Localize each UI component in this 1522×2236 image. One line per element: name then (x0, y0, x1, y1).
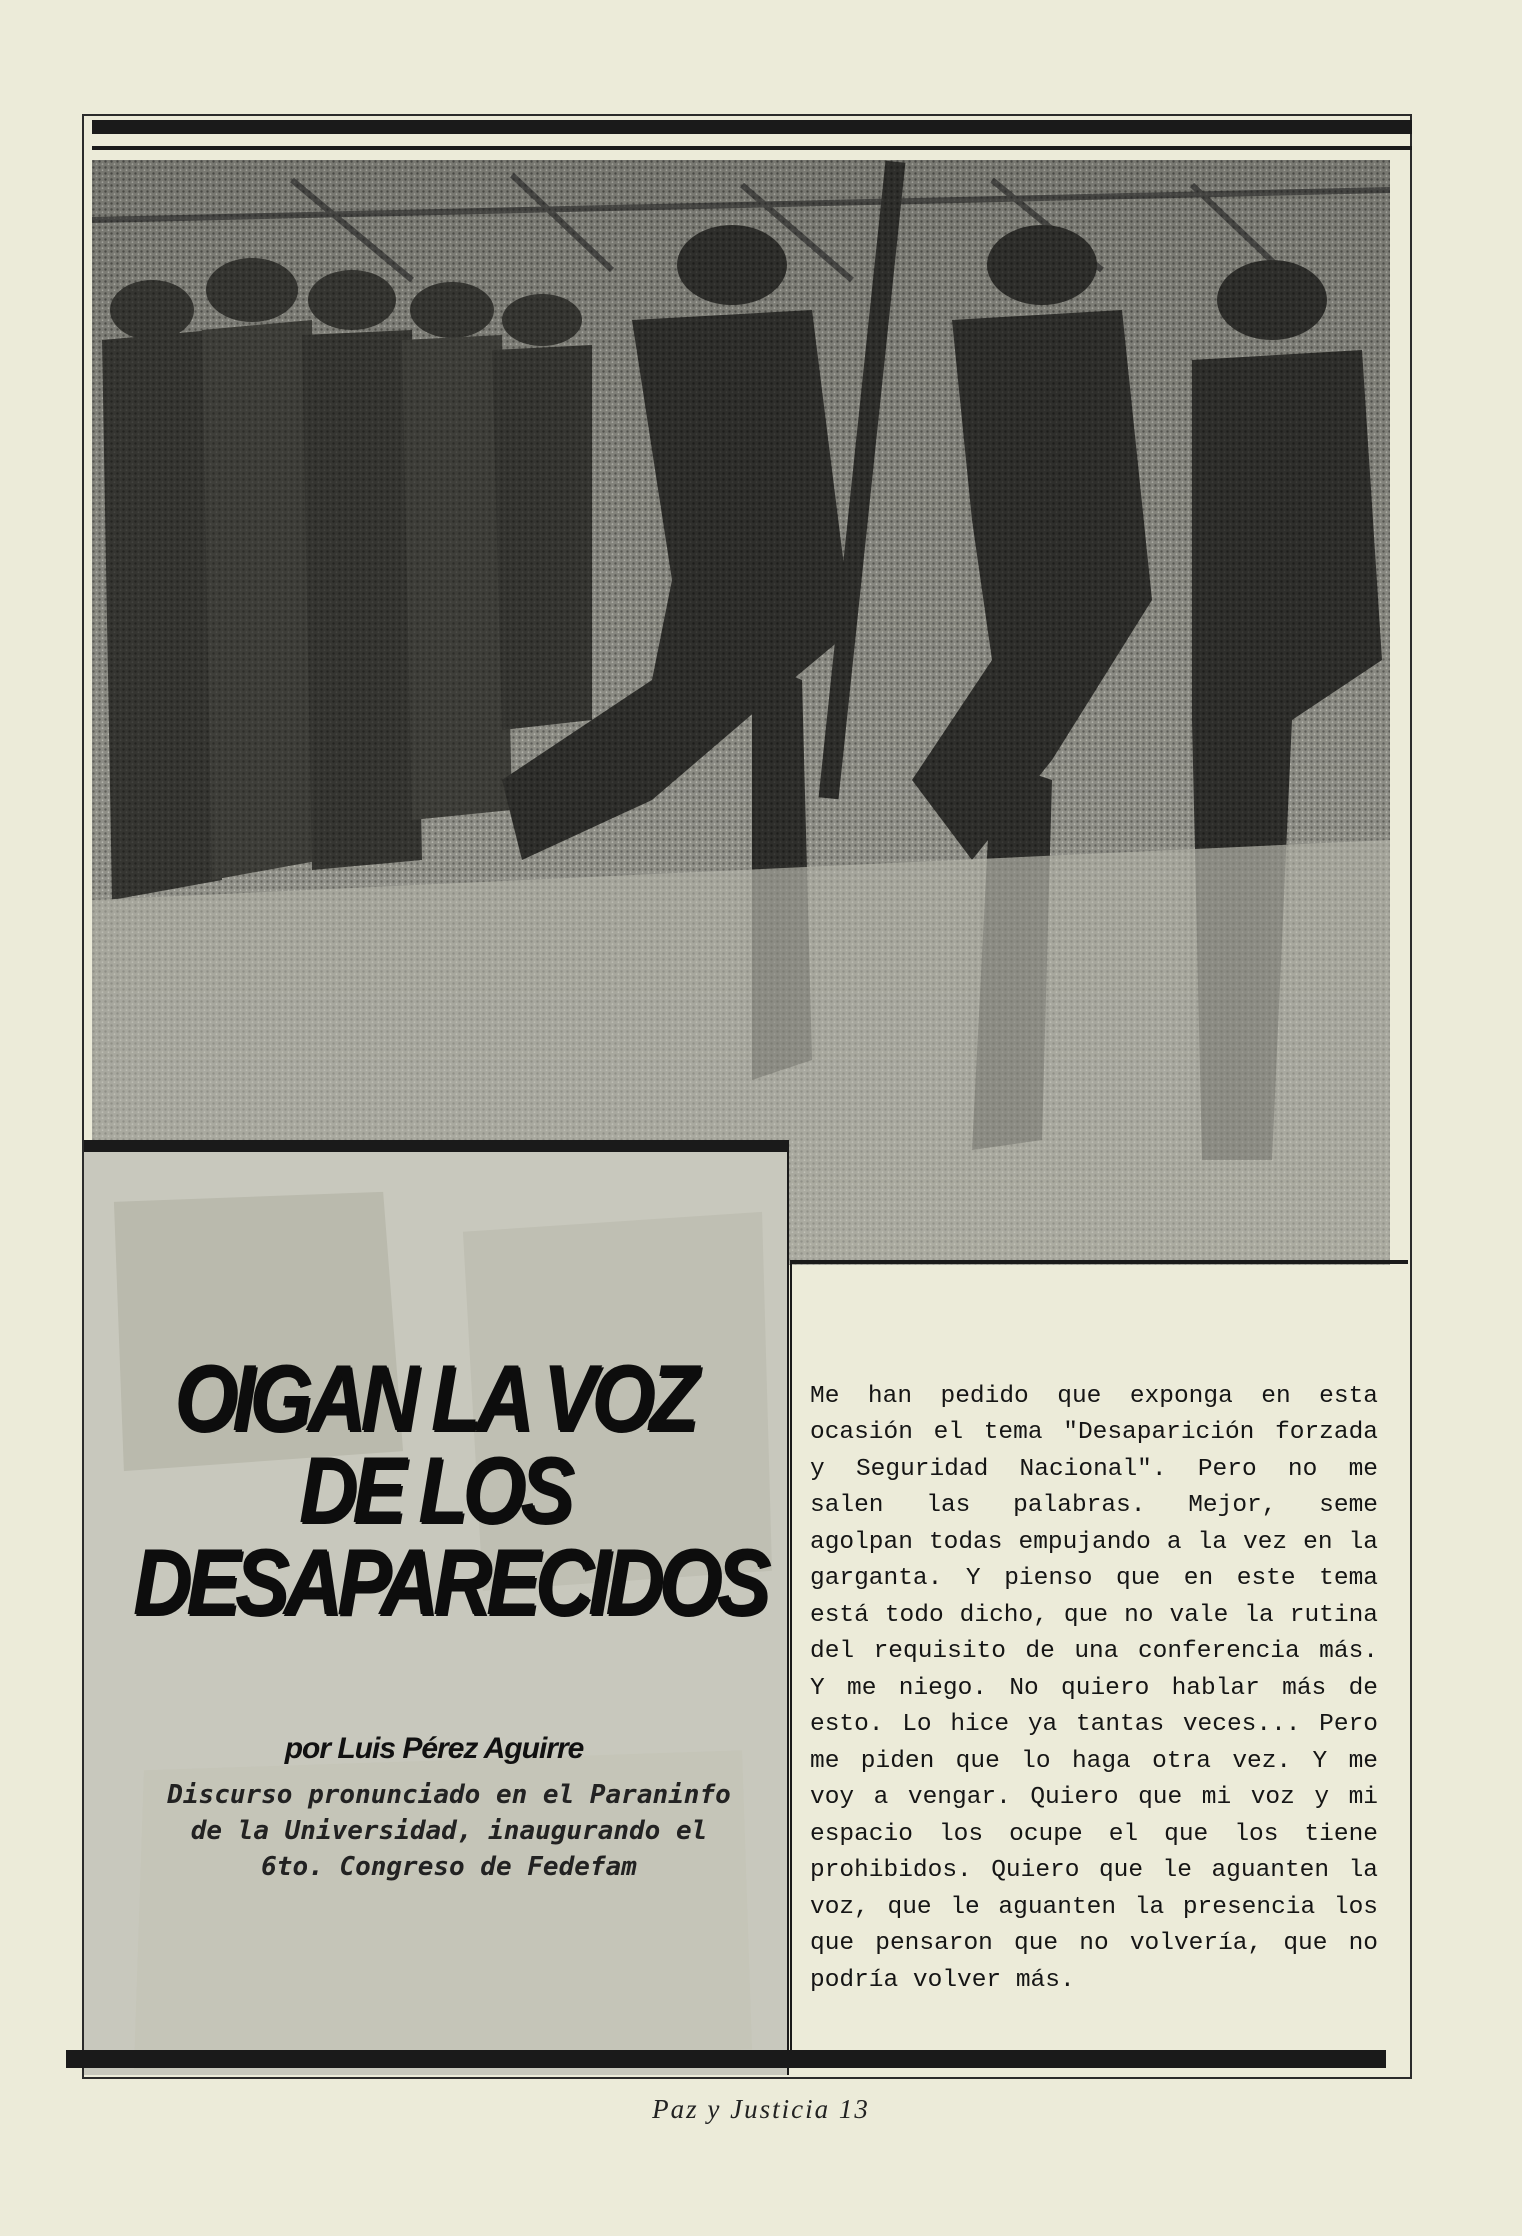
bottom-rule (66, 2050, 1386, 2068)
top-rule (92, 120, 1412, 134)
article-caption: Discurso pronunciado en el Paraninfo de la Universidad, inaugurando el 6to. Congreso de Fedefam (167, 1780, 731, 1882)
body-column (790, 1260, 1408, 2060)
marching-soldiers-photo (92, 160, 1390, 1265)
article-headline (133, 1345, 766, 1634)
page-footer: Paz y Justicia 13 (652, 2094, 870, 2124)
headline-line-2: DE LOS (299, 1437, 569, 1542)
article-byline: por Luis Pérez Aguirre (284, 1732, 584, 1765)
article-body: Me han pedido que exponga en esta ocasión el tema "Desaparición forzada y Seguridad Nacional". Pero no me salen las palabras. Mejor, seme agolpan todas empujando a la vez en la garganta. Y pienso que en este tema está todo dicho, que no vale la rutina del requisito de una conferencia más. Y me niego. No quiero hablar más de esto. Lo hice ya tantas veces... Pero me piden que lo haga otra vez. Y me voy a vengar. Quiero que mi voz y mi espacio los ocupe el que los tiene prohibidos. Quiero que le aguanten la voz, que le aguanten la presencia los que pensaron que no volvería, que no podría volver más. (810, 1382, 1378, 1994)
title-panel (84, 1140, 789, 2075)
headline-line-1: OIGAN LA VOZ (174, 1345, 694, 1450)
top-rule-thin (92, 146, 1412, 150)
headline-line-3: DESAPARECIDOS (133, 1529, 766, 1634)
